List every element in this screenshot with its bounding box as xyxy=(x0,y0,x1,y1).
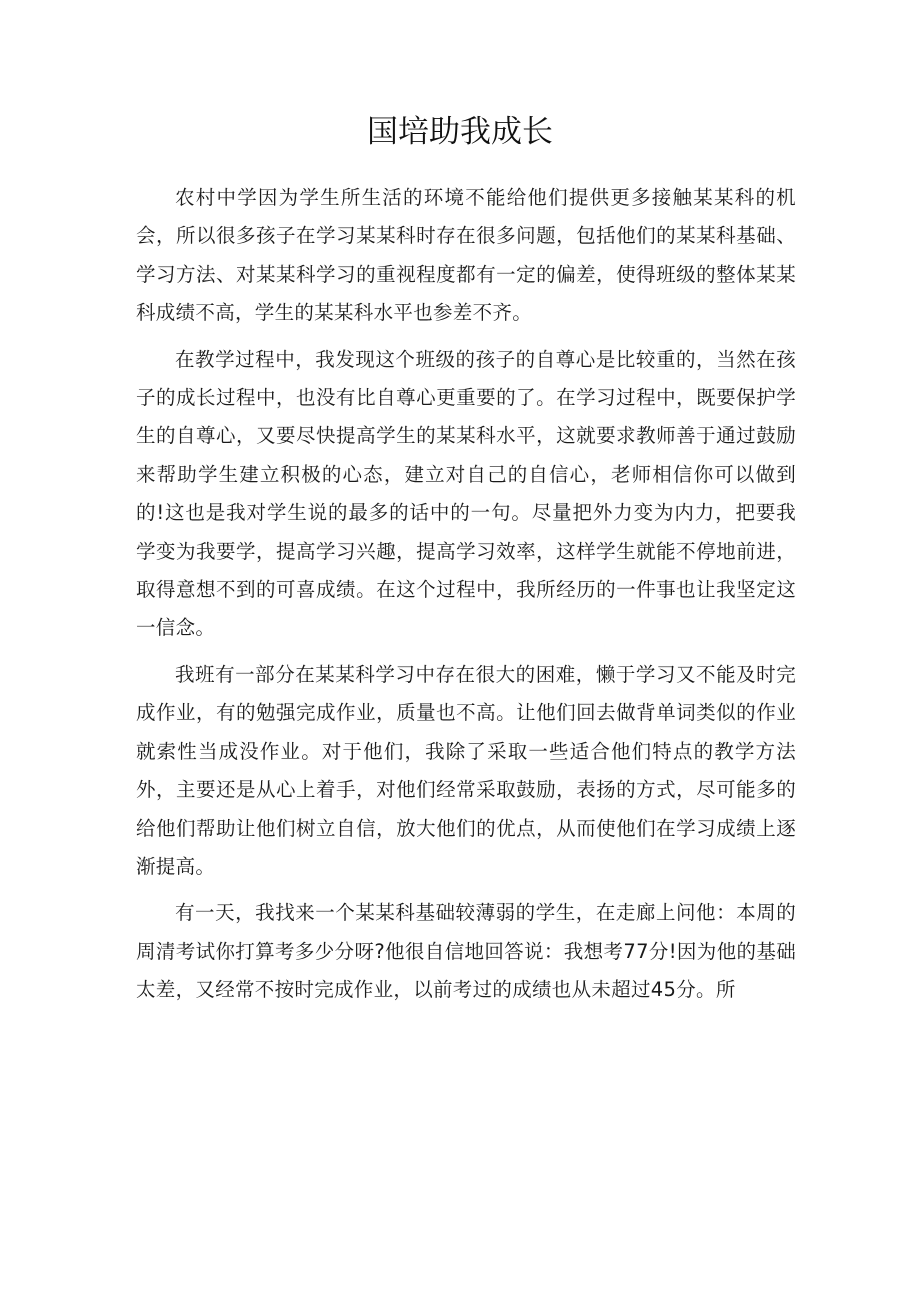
document-body xyxy=(136,179,796,1018)
paragraph-2: 在教学过程中，我发现这个班级的孩子的自尊心是比较重的，当然在孩子的成长过程中，也没有比自尊心更重要的了。在学习过程中，既要保护学生的自尊心，又要尽快提高学生的某某科水平，这就要求教师善于通过鼓励来帮助学生建立积极的心态，建立对自己的自信心，老师相信你可以做到的!这也是我对学生说的最多的话中的一句。尽量把外力变为内力，把要我学变为我要学，提高学习兴趣，提高学习效率，这样学生就能不停地前进，取得意想不到的可喜成绩。在这个过程中，我所经历的一件事也让我坚定这一信念。 xyxy=(136,347,796,640)
paragraph-3: 我班有一部分在某某科学习中存在很大的困难，懒于学习又不能及时完成作业，有的勉强完成作业，质量也不高。让他们回去做背单词类似的作业就索性当成没作业。对于他们，我除了采取一些适合他们特点的教学方法外，主要还是从心上着手，对他们经常采取鼓励，表扬的方式，尽可能多的给他们帮助让他们树立自信，放大他们的优点，从而使他们在学习成绩上逐渐提高。 xyxy=(136,662,796,878)
paragraph-4: 有一天，我找来一个某某科基础较薄弱的学生，在走廊上问他：本周的周清考试你打算考多少分呀?他很自信地回答说：我想考77分!因为他的基础太差，又经常不按时完成作业，以前考过的成绩也从未超过45分。所 xyxy=(136,901,796,1002)
document-title: 国培助我成长 xyxy=(367,114,553,150)
paragraph-1: 农村中学因为学生所生活的环境不能给他们提供更多接触某某科的机会，所以很多孩子在学习某某科时存在很多问题，包括他们的某某科基础、学习方法、对某某科学习的重视程度都有一定的偏差，使得班级的整体某某科成绩不高，学生的某某科水平也参差不齐。 xyxy=(136,186,796,325)
